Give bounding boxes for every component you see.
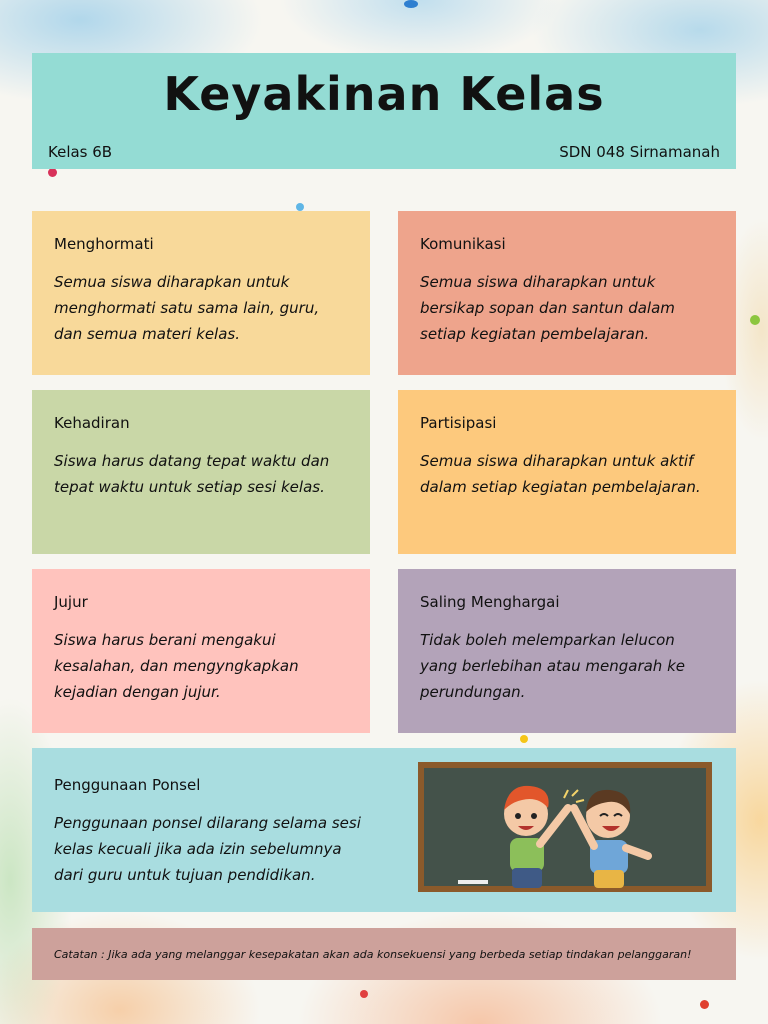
- card-text: Siswa harus berani mengakui kesalahan, dan mengyngkapkan kejadian dengan jujur.: [54, 631, 299, 701]
- card-title: Penggunaan Ponsel: [54, 776, 201, 794]
- card-komunikasi: [398, 211, 736, 375]
- card-title: Kehadiran: [54, 414, 130, 432]
- card-text: Semua siswa diharapkan untuk bersikap sopan dan santun dalam setiap kegiatan pembelajaran.: [420, 273, 675, 343]
- card-title: Jujur: [54, 593, 88, 611]
- card-text: Tidak boleh melemparkan lelucon yang berlebihan atau mengarah ke perundungan.: [420, 631, 685, 701]
- paint-dot: [296, 203, 304, 211]
- card-text: Penggunaan ponsel dilarang selama sesi kelas kecuali jika ada izin sebelumnya dari guru untuk tujuan pendidikan.: [54, 814, 361, 884]
- paint-dot: [750, 315, 760, 325]
- paint-dot: [404, 0, 418, 8]
- kids-high-five-illustration: [418, 762, 712, 892]
- paint-dot: [520, 735, 528, 743]
- header-banner: [32, 53, 736, 169]
- paint-dot: [48, 168, 57, 177]
- card-title: Saling Menghargai: [420, 593, 560, 611]
- card-text: Siswa harus datang tepat waktu dan tepat waktu untuk setiap sesi kelas.: [54, 452, 330, 496]
- note-text: Catatan : Jika ada yang melanggar kesepakatan akan ada konsekuensi yang berbeda setiap tindakan pelanggaran!: [54, 947, 692, 961]
- paint-dot: [700, 1000, 709, 1009]
- card-title: Menghormati: [54, 235, 154, 253]
- card-jujur: [32, 569, 370, 733]
- note-bar: [32, 928, 736, 980]
- card-title: Partisipasi: [420, 414, 497, 432]
- page-title: Keyakinan Kelas: [163, 67, 605, 121]
- card-title: Komunikasi: [420, 235, 506, 253]
- card-saling-menghargai: [398, 569, 736, 733]
- card-partisipasi: [398, 390, 736, 554]
- class-label: Kelas 6B: [48, 143, 113, 161]
- paint-dot: [360, 990, 368, 998]
- card-text: Semua siswa diharapkan untuk aktif dalam setiap kegiatan pembelajaran.: [420, 452, 701, 496]
- card-kehadiran: [32, 390, 370, 554]
- card-text: Semua siswa diharapkan untuk menghormati satu sama lain, guru, dan semua materi kelas.: [54, 273, 320, 343]
- card-menghormati: [32, 211, 370, 375]
- school-label: SDN 048 Sirnamanah: [559, 143, 720, 161]
